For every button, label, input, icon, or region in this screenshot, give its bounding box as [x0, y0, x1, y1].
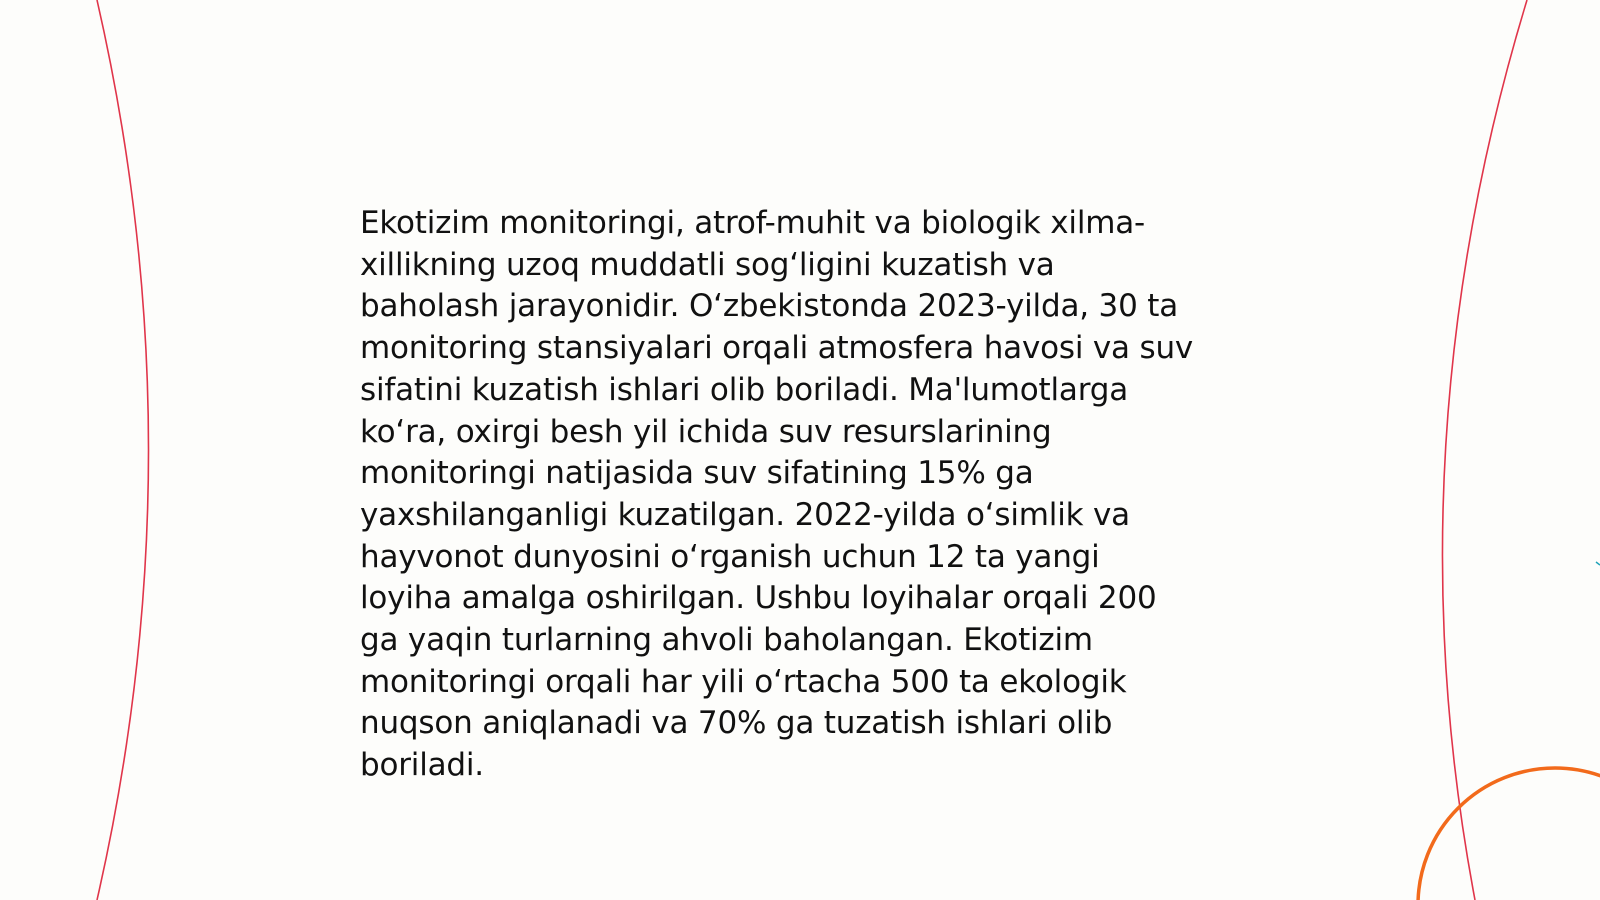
body-line: baholash jarayonidir. O‘zbekistonda 2023-yilda, 30 ta	[360, 288, 1178, 325]
body-line: sifatini kuzatish ishlari olib boriladi. Ma'lumotlarga	[360, 371, 1128, 408]
body-line: loyiha amalga oshirilgan. Ushbu loyihalar orqali 200	[360, 580, 1157, 617]
body-line: yaxshilanganligi kuzatilgan. 2022-yilda o‘simlik va	[360, 496, 1130, 533]
body-line: monitoring stansiyalari orqali atmosfera havosi va suv	[360, 330, 1194, 367]
body-line: ga yaqin turlarning ahvoli baholangan. Ekotizim	[360, 622, 1093, 659]
orange-circle-arc	[1418, 768, 1600, 900]
body-line: hayvonot dunyosini o‘rganish uchun 12 ta yangi	[360, 538, 1100, 575]
left-curve-line	[97, 0, 149, 900]
teal-tick-mark	[1596, 562, 1600, 565]
body-line: boriladi.	[360, 747, 484, 784]
right-curve-line	[1442, 0, 1527, 900]
body-line: Ekotizim monitoringi, atrof-muhit va biologik xilma-	[360, 205, 1146, 241]
body-line: monitoringi natijasida suv sifatining 15% ga	[360, 455, 1034, 492]
body-line: monitoringi orqali har yili o‘rtacha 500 ta ekologik	[360, 663, 1127, 700]
body-line: nuqson aniqlanadi va 70% ga tuzatish ishlari olib	[360, 705, 1113, 742]
body-paragraph	[360, 203, 1250, 787]
body-line: ko‘ra, oxirgi besh yil ichida suv resurslarining	[360, 413, 1052, 450]
body-line: xillikning uzoq muddatli sog‘ligini kuzatish va	[360, 246, 1055, 283]
